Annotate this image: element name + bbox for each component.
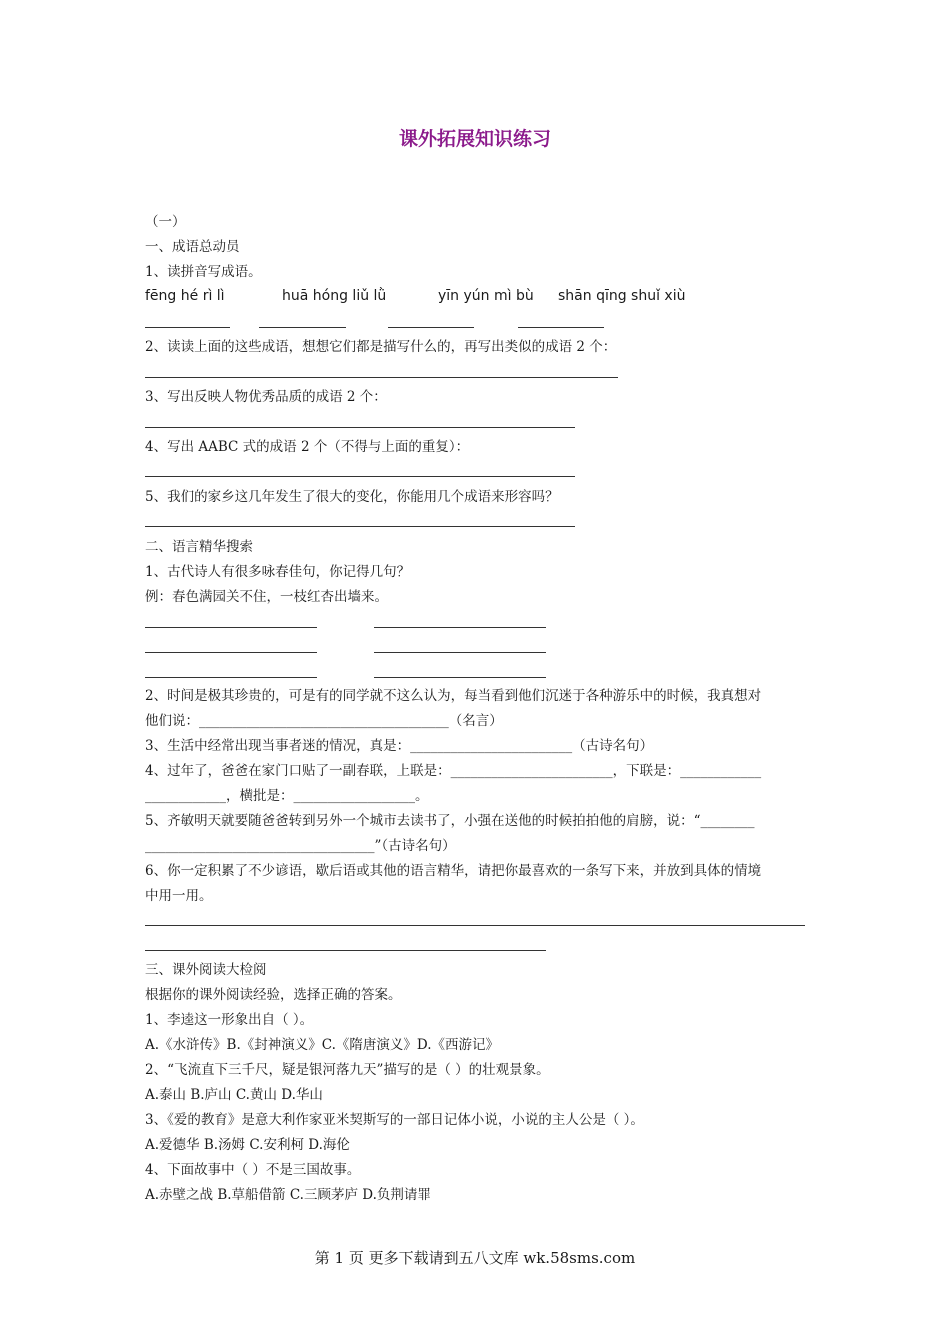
s3-question-4: 4、下面故事中（ ）不是三国故事。 <box>145 1162 361 1178</box>
s1-question-2: 2、读读上面的这些成语，想想它们都是描写什么的，再写出类似的成语 2 个： <box>145 339 617 355</box>
section-2-heading: 二、语言精华搜索 <box>145 539 253 555</box>
answer-line[interactable] <box>145 950 546 951</box>
answer-line[interactable] <box>145 627 317 628</box>
s1-question-3: 3、写出反映人物优秀品质的成语 2 个： <box>145 389 387 405</box>
s3-question-3-options: A.爱德华 B.汤姆 C.安利柯 D.海伦 <box>145 1137 350 1153</box>
answer-line[interactable] <box>145 652 317 653</box>
s2-question-1: 1、古代诗人有很多咏春佳句，你记得几句？ <box>145 564 411 580</box>
answer-line[interactable] <box>374 652 546 653</box>
s3-intro: 根据你的课外阅读经验，选择正确的答案。 <box>145 987 402 1003</box>
answer-line[interactable] <box>145 526 575 527</box>
answer-line[interactable] <box>145 925 805 926</box>
s2-question-5-line-1: 5、齐敏明天就要随爸爸转到另外一个城市去读书了，小强在送他的时候拍拍他的肩膀，说：“________ <box>145 813 755 829</box>
s2-question-3: 3、生活中经常出现当事者迷的情况，真是：________________________（古诗名句） <box>145 738 654 754</box>
answer-line[interactable] <box>145 476 575 477</box>
pinyin-4: shān qīng shuǐ xiù <box>558 288 686 304</box>
answer-blank[interactable] <box>518 327 604 328</box>
pinyin-3: yīn yún mì bù <box>438 288 534 304</box>
s3-question-4-options: A.赤壁之战 B.草船借箭 C.三顾茅庐 D.负荆请罪 <box>145 1187 431 1203</box>
answer-blank[interactable] <box>259 327 346 328</box>
section-1-heading: 一、成语总动员 <box>145 239 240 255</box>
s3-question-1: 1、李逵这一形象出自（ ）。 <box>145 1012 314 1028</box>
answer-blank[interactable] <box>388 327 474 328</box>
s2-question-5-line-2: __________________________________”（古诗名句） <box>145 838 456 854</box>
page-footer: 第 1 页 更多下载请到五八文库 wk.58sms.com <box>314 1249 636 1267</box>
answer-line[interactable] <box>374 627 546 628</box>
s3-question-2-options: A.泰山 B.庐山 C.黄山 D.华山 <box>145 1087 323 1103</box>
answer-line[interactable] <box>145 677 317 678</box>
pinyin-1: fēng hé rì lì <box>145 288 225 304</box>
answer-line[interactable] <box>145 377 618 378</box>
s1-question-5: 5、我们的家乡这几年发生了很大的变化，你能用几个成语来形容吗？ <box>145 489 559 505</box>
document-title: 课外拓展知识练习 <box>398 128 551 150</box>
s2-question-2-line-2: 他们说：_____________________________________（名言） <box>145 713 503 729</box>
s3-question-3: 3、《爱的教育》是意大利作家亚米契斯写的一部日记体小说，小说的主人公是（ ）。 <box>145 1112 644 1128</box>
s2-question-2-line-1: 2、时间是极其珍贵的，可是有的同学就不这么认为，每当看到他们沉迷于各种游乐中的时候，我真想对 <box>145 688 762 704</box>
s1-question-1: 1、读拼音写成语。 <box>145 264 262 280</box>
pinyin-2: huā hóng liǔ lǜ <box>282 288 387 304</box>
answer-blank[interactable] <box>145 327 230 328</box>
s2-question-6-line-2: 中用一用。 <box>145 888 213 904</box>
s2-question-4-line-1: 4、过年了，爸爸在家门口贴了一副春联，上联是：________________________，下联是：____________ <box>145 763 762 779</box>
s2-question-6-line-1: 6、你一定积累了不少谚语，歇后语或其他的语言精华，请把你最喜欢的一条写下来，并放到具体的情境 <box>145 863 762 879</box>
answer-line[interactable] <box>374 677 546 678</box>
s3-question-2: 2、“飞流直下三千尺，疑是银河落九天”描写的是（ ）的壮观景象。 <box>145 1062 550 1078</box>
s3-question-1-options: A.《水浒传》B.《封神演义》C.《隋唐演义》D.《西游记》 <box>145 1037 500 1053</box>
section-3-heading: 三、课外阅读大检阅 <box>145 962 267 978</box>
s2-question-4-line-2: ____________，横批是：__________________。 <box>145 788 429 804</box>
s1-question-4: 4、写出 AABC 式的成语 2 个（不得与上面的重复）： <box>145 439 470 455</box>
part-label: （一） <box>145 214 186 230</box>
s2-example: 例：春色满园关不住，一枝红杏出墙来。 <box>145 589 388 605</box>
answer-line[interactable] <box>145 427 575 428</box>
